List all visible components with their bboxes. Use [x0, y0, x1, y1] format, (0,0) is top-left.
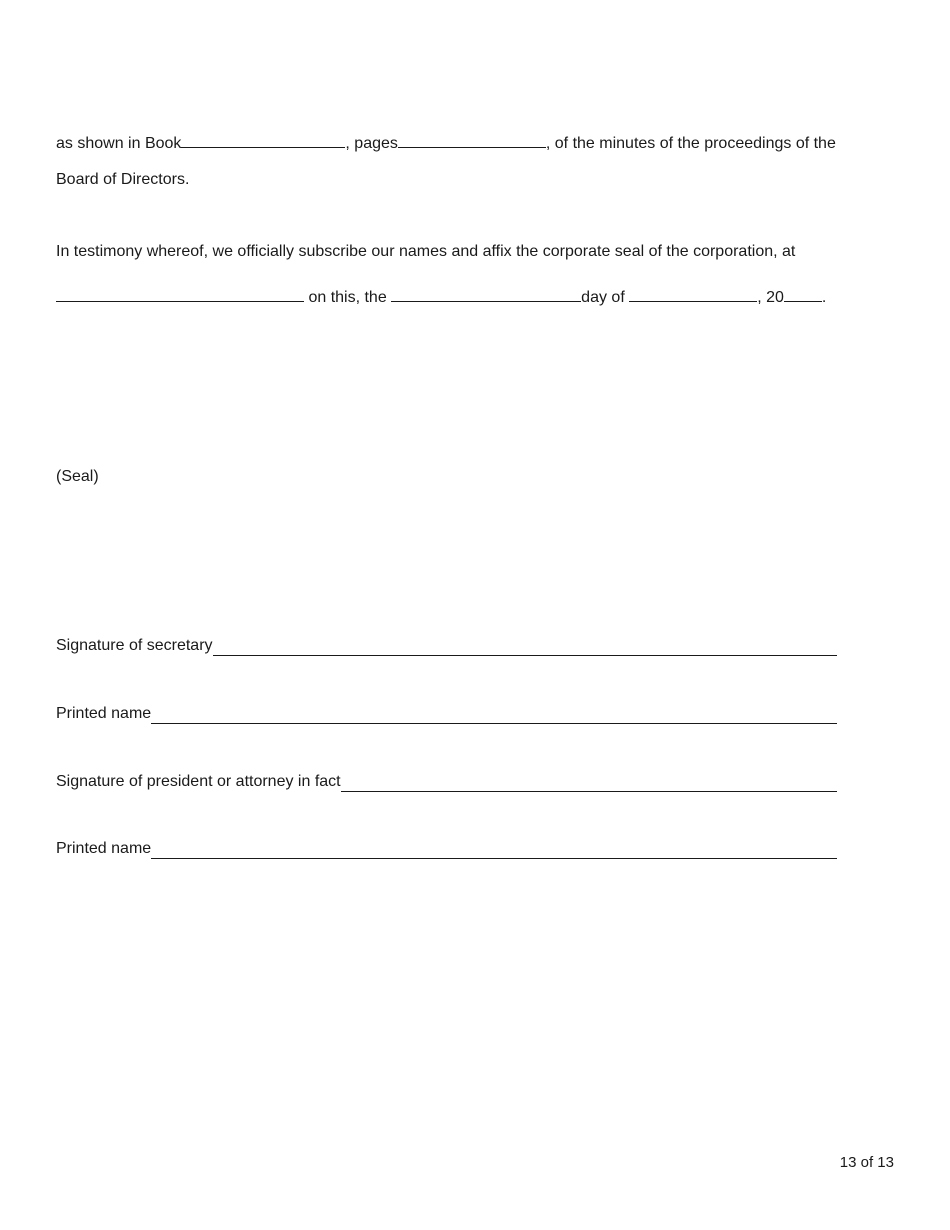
secretary-printed-name-field[interactable] — [151, 708, 837, 724]
president-signature-label: Signature of president or attorney in fact — [56, 773, 341, 790]
printed-name-label: Printed name — [56, 840, 152, 857]
seal-label: (Seal) — [56, 468, 99, 485]
secretary-signature-field[interactable] — [213, 640, 837, 656]
pages-blank-short[interactable] — [398, 132, 440, 148]
day-of-label: day of — [581, 289, 630, 306]
secretary-printed-name-row — [56, 704, 837, 724]
book-reference-line — [56, 132, 836, 154]
location-date-line — [56, 286, 826, 308]
president-signature-row — [56, 772, 837, 792]
board-of-directors-line: Board of Directors. — [56, 171, 190, 188]
president-signature-field[interactable] — [341, 776, 837, 792]
year-prefix-label: , 20 — [757, 289, 784, 306]
month-blank[interactable] — [629, 286, 757, 302]
on-this-label: on this, the — [304, 289, 392, 306]
location-blank[interactable] — [56, 286, 304, 302]
printed-name-label: Printed name — [56, 705, 152, 722]
pages-label: , pages — [345, 135, 398, 152]
testimony-line: In testimony whereof, we officially subscribe our names and affix the corporate seal of the corporation, at — [56, 243, 796, 260]
page-number: 13 of 13 — [839, 1154, 894, 1171]
book-blank[interactable] — [217, 132, 345, 148]
year-blank[interactable] — [784, 286, 822, 302]
secretary-signature-label: Signature of secretary — [56, 637, 213, 654]
president-printed-name-row — [56, 839, 837, 859]
day-blank[interactable] — [391, 286, 581, 302]
pages-blank[interactable] — [440, 132, 546, 148]
book-label: as shown in Book — [56, 135, 182, 152]
period-label: . — [821, 289, 827, 306]
president-printed-name-field[interactable] — [151, 843, 837, 859]
book-blank-short[interactable] — [181, 132, 217, 148]
secretary-signature-row — [56, 636, 837, 656]
minutes-text: , of the minutes of the proceedings of the — [545, 135, 836, 152]
